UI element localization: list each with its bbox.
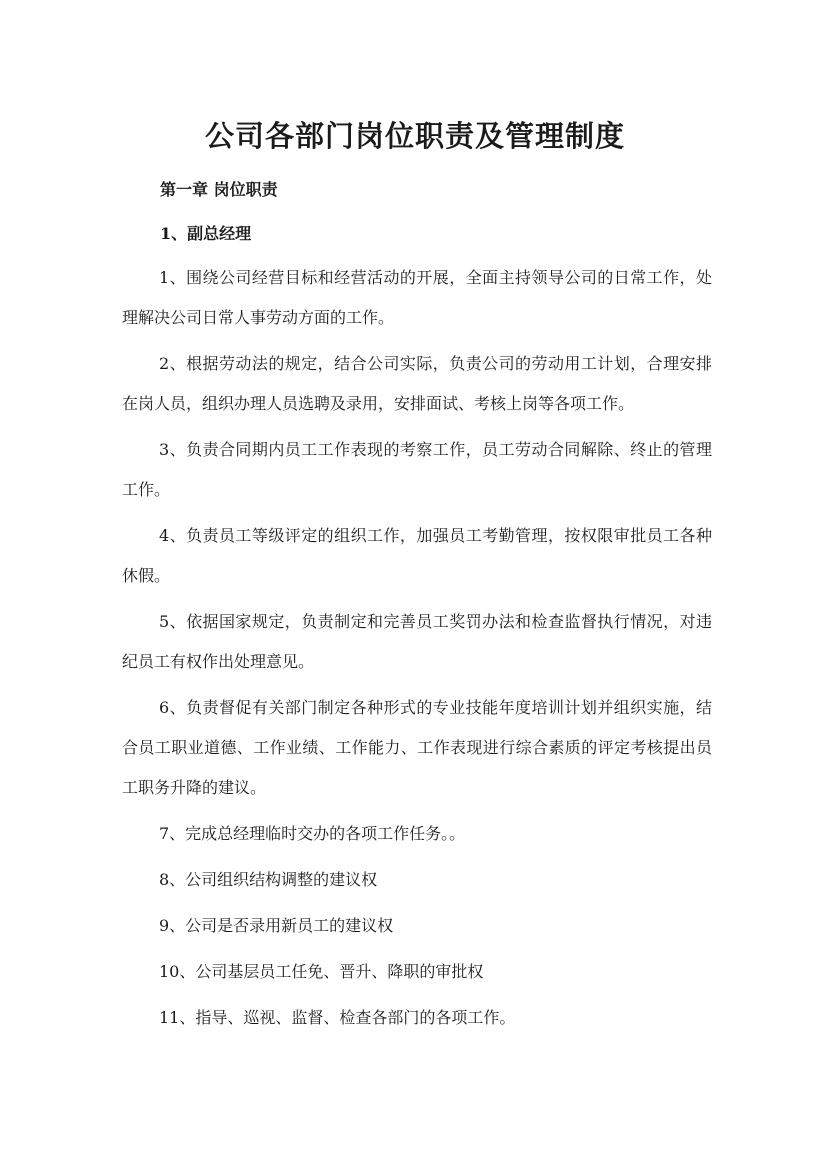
duty-item: 1、围绕公司经营目标和经营活动的开展，全面主持领导公司的日常工作，处理解决公司日常人事劳动方面的工作。 [122, 268, 712, 327]
duty-item: 6、负责督促有关部门制定各种形式的专业技能年度培训计划并组织实施，结合员工职业道德、工作业绩、工作能力、工作表现进行综合素质的评定考核提出员工职务升降的建议。 [122, 698, 712, 797]
duty-item: 5、依据国家规定，负责制定和完善员工奖罚办法和检查监督执行情况，对违纪员工有权作出处理意见。 [122, 612, 712, 671]
duty-item: 7、完成总经理临时交办的各项工作任务。。 [159, 824, 466, 843]
duty-item: 10、公司基层员工任免、晋升、降职的审批权 [159, 962, 484, 981]
section-heading: 1、副总经理 [160, 224, 252, 243]
duty-list [122, 258, 712, 1044]
document-title: 公司各部门岗位职责及管理制度 [204, 119, 625, 153]
duty-item: 9、公司是否录用新员工的建议权 [159, 916, 394, 935]
chapter-heading: 第一章 岗位职责 [160, 180, 278, 199]
duty-item: 8、公司组织结构调整的建议权 [159, 870, 378, 889]
duty-item: 11、指导、巡视、监督、检查各部门的各项工作。 [159, 1008, 516, 1027]
duty-item: 2、根据劳动法的规定，结合公司实际，负责公司的劳动用工计划，合理安排在岗人员，组织办理人员选聘及录用，安排面试、考核上岗等各项工作。 [122, 354, 712, 413]
duty-item: 4、负责员工等级评定的组织工作，加强员工考勤管理，按权限审批员工各种休假。 [122, 526, 712, 585]
duty-item: 3、负责合同期内员工工作表现的考察工作，员工劳动合同解除、终止的管理工作。 [122, 440, 712, 499]
